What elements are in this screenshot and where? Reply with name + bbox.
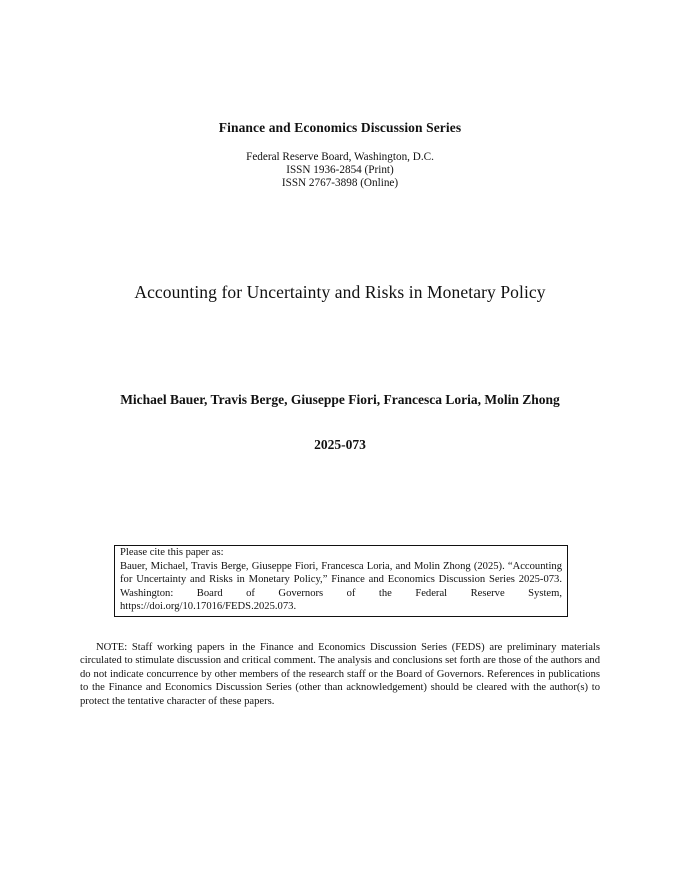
paper-title: Accounting for Uncertainty and Risks in Monetary Policy bbox=[134, 282, 546, 302]
citation-box bbox=[114, 545, 568, 617]
publisher-line-board: Federal Reserve Board, Washington, D.C. bbox=[246, 151, 434, 163]
paper-authors: Michael Bauer, Travis Berge, Giuseppe Fiori, Francesca Loria, Molin Zhong bbox=[120, 392, 560, 407]
paper-number: 2025-073 bbox=[314, 437, 366, 452]
series-title: Finance and Economics Discussion Series bbox=[218, 120, 462, 135]
citation-label: Please cite this paper as: bbox=[120, 547, 224, 558]
publisher-line-issn-print: ISSN 1936-2854 (Print) bbox=[286, 164, 394, 176]
disclaimer-note: NOTE: Staff working papers in the Finance and Economics Discussion Series (FEDS) are preliminary materials circulated to stimulate discussion and critical comment. The analysis and conclusions set forth are those of the authors and do not indicate concurrence by other members of the research staff or the Board of Governors. References in publications to the Finance and Economics Discussion Series (other than acknowledgement) should be cleared with the author(s) to protect the tentative character of these papers. bbox=[80, 642, 600, 707]
publisher-line-issn-online: ISSN 2767-3898 (Online) bbox=[281, 177, 399, 189]
citation-text: Bauer, Michael, Travis Berge, Giuseppe Fiori, Francesca Loria, and Molin Zhong (2025). “Accounting for Uncertainty and Risks in Monetary Policy,” Finance and Economics Discussion Series 2025-073. Washington: Board of Governors of the Federal Reserve System, https://doi.org/10.17016/FEDS.2025.073. bbox=[120, 560, 562, 612]
publisher-block bbox=[0, 151, 680, 190]
